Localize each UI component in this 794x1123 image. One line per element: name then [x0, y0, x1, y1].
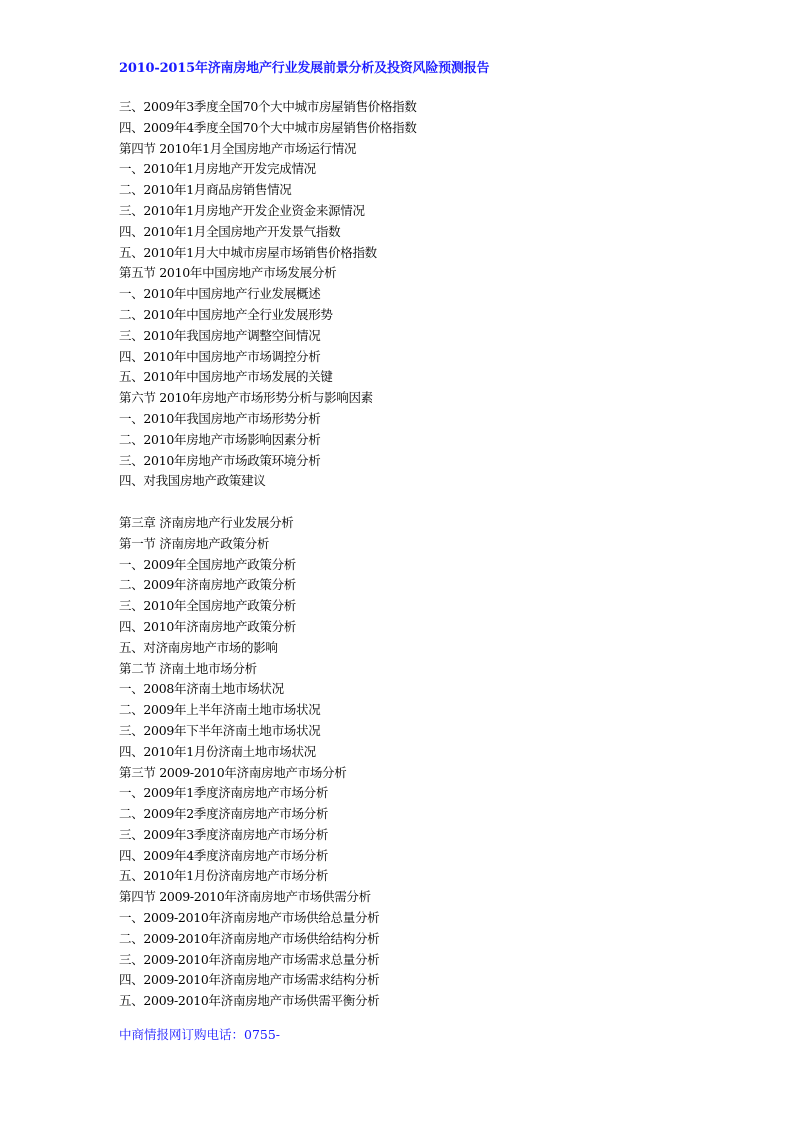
toc-item: 四、2009年4季度全国70个大中城市房屋销售价格指数 — [119, 119, 417, 135]
toc-item: 四、2010年1月份济南土地市场状况 — [119, 743, 316, 759]
toc-item: 四、2010年1月全国房地产开发景气指数 — [119, 223, 341, 239]
toc-heading: 第四节 2009-2010年济南房地产市场供需分析 — [119, 889, 371, 905]
toc-item: 一、2010年1月房地产开发完成情况 — [119, 161, 316, 177]
toc-item: 一、2010年中国房地产行业发展概述 — [119, 286, 321, 302]
page-title: 2010-2015年济南房地产行业发展前景分析及投资风险预测报告 — [119, 61, 490, 76]
toc-item: 四、2010年中国房地产市场调控分析 — [119, 348, 321, 364]
toc-heading: 第二节 济南土地市场分析 — [119, 660, 257, 676]
toc-item: 三、2010年1月房地产开发企业资金来源情况 — [119, 202, 365, 218]
toc-item: 三、2010年全国房地产政策分析 — [119, 598, 297, 614]
toc-item: 三、2009年3季度全国70个大中城市房屋销售价格指数 — [119, 99, 417, 114]
toc-item: 二、2009年上半年济南土地市场状况 — [119, 702, 321, 718]
toc-item: 四、2009-2010年济南房地产市场需求结构分析 — [119, 972, 380, 988]
toc-heading: 第六节 2010年房地产市场形势分析与影响因素 — [119, 390, 373, 406]
toc-item: 四、2010年济南房地产政策分析 — [119, 618, 297, 634]
toc-item: 一、2009年1季度济南房地产市场分析 — [119, 785, 329, 801]
toc-item: 三、2010年我国房地产调整空间情况 — [119, 327, 321, 343]
toc-item: 一、2009-2010年济南房地产市场供给总量分析 — [119, 910, 380, 926]
toc-item: 二、2009-2010年济南房地产市场供给结构分析 — [119, 930, 380, 946]
toc-item: 一、2008年济南土地市场状况 — [119, 681, 284, 697]
toc-item: 五、2010年中国房地产市场发展的关键 — [119, 369, 333, 385]
toc-item: 四、2009年4季度济南房地产市场分析 — [119, 847, 329, 863]
table-of-contents — [119, 97, 417, 1012]
blank-line — [119, 492, 417, 513]
toc-item: 三、2010年房地产市场政策环境分析 — [119, 452, 321, 468]
toc-heading: 第三节 2009-2010年济南房地产市场分析 — [119, 764, 347, 780]
toc-item: 四、对我国房地产政策建议 — [119, 473, 266, 489]
toc-heading: 第三章 济南房地产行业发展分析 — [119, 514, 294, 530]
toc-item: 三、2009年下半年济南土地市场状况 — [119, 722, 321, 738]
toc-heading: 第五节 2010年中国房地产市场发展分析 — [119, 265, 337, 281]
footer-contact: 中商情报网订购电话：0755- — [119, 1027, 281, 1042]
toc-item: 三、2009-2010年济南房地产市场需求总量分析 — [119, 951, 380, 967]
toc-item: 五、2009-2010年济南房地产市场供需平衡分析 — [119, 993, 380, 1009]
toc-item: 一、2010年我国房地产市场形势分析 — [119, 410, 321, 426]
toc-item: 二、2010年房地产市场影响因素分析 — [119, 431, 321, 447]
toc-item: 五、对济南房地产市场的影响 — [119, 639, 278, 655]
toc-item: 二、2010年1月商品房销售情况 — [119, 182, 292, 198]
toc-item: 二、2009年济南房地产政策分析 — [119, 577, 297, 593]
toc-item: 五、2010年1月大中城市房屋市场销售价格指数 — [119, 244, 377, 260]
toc-item: 三、2009年3季度济南房地产市场分析 — [119, 826, 329, 842]
toc-item: 二、2009年2季度济南房地产市场分析 — [119, 806, 329, 822]
toc-item: 二、2010年中国房地产全行业发展形势 — [119, 306, 333, 322]
toc-item: 五、2010年1月份济南房地产市场分析 — [119, 868, 329, 884]
toc-item: 一、2009年全国房地产政策分析 — [119, 556, 297, 572]
toc-heading: 第四节 2010年1月全国房地产市场运行情况 — [119, 140, 357, 156]
toc-heading: 第一节 济南房地产政策分析 — [119, 535, 270, 551]
